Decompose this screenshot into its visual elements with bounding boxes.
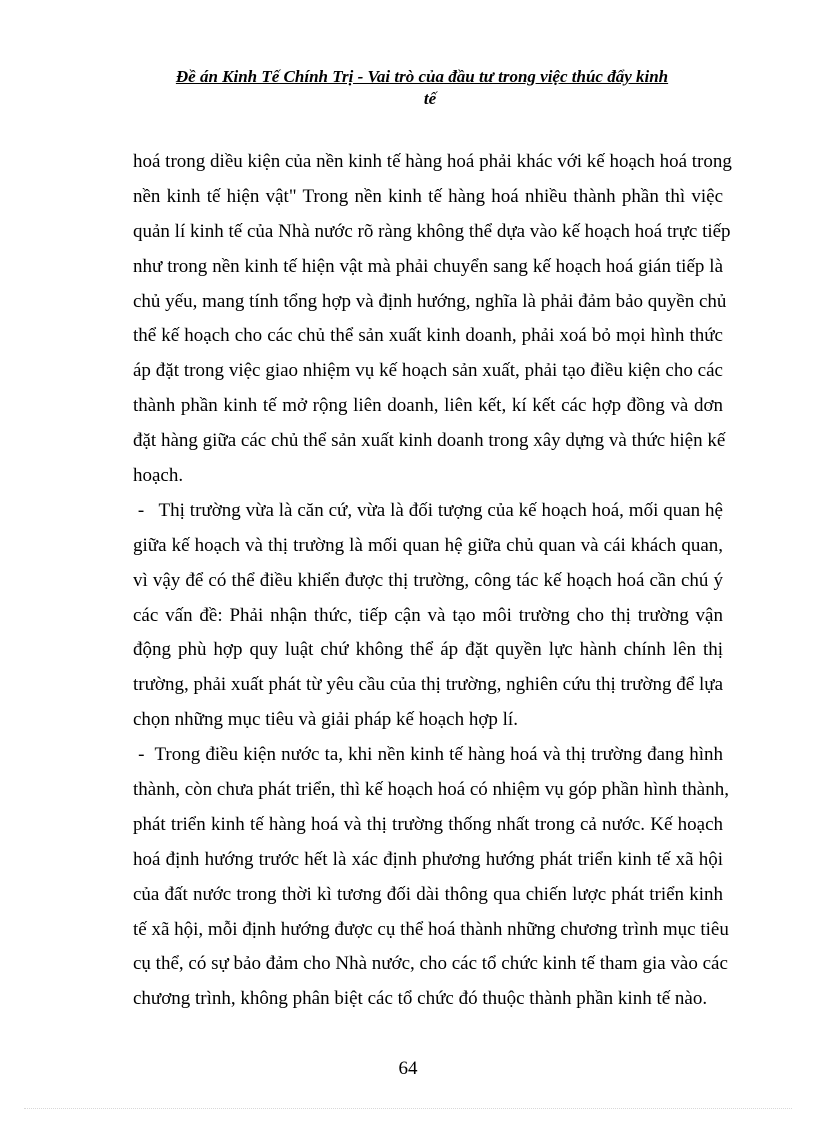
body-line: thành, còn chưa phát triển, thì kế hoạch hoá có nhiệm vụ góp phần hình thành, [133, 779, 729, 801]
header-title-line-1: Đề án Kinh Tế Chính Trị - Vai trò của đầu tư trong việc thúc đẩy kinh [175, 67, 669, 86]
body-line: hoá định hướng trước hết là xác định phương hướng phát triển kinh tế xã hội [133, 848, 723, 870]
body-line: của đất nước trong thời kì tương đối dài thông qua chiến lược phát triển kinh [133, 883, 723, 905]
body-line: chương trình, không phân biệt các tổ chức đó thuộc thành phần kinh tế nào. [133, 988, 708, 1010]
footer-divider [24, 1108, 792, 1109]
body-line: chủ yếu, mang tính tổng hợp và định hướng, nghĩa là phải đảm bảo quyền chủ [133, 290, 727, 312]
body-line: vì vậy để có thể điều khiển được thị trường, công tác kế hoạch hoá cần chú ý [133, 569, 723, 591]
header-title-line-2: tế [423, 89, 437, 108]
page-header [118, 66, 726, 110]
body-line: hoạch. [133, 465, 184, 487]
body-line: quản lí kinh tế của Nhà nước rõ ràng không thể dựa vào kế hoạch hoá trực tiếp [133, 220, 731, 242]
body-line: hoá trong diều kiện của nền kinh tế hàng hoá phải khác với kế hoạch hoá trong [133, 151, 732, 172]
body-line: nền kinh tế hiện vật" Trong nền kinh tế hàng hoá nhiều thành phần thì việc [133, 185, 723, 207]
body-line: trường, phải xuất phát từ yêu cầu của thị trường, nghiên cứu thị trường để lựa [133, 674, 723, 696]
body-line: các vấn đề: Phải nhận thức, tiếp cận và tạo môi trường cho thị trường vận [133, 604, 723, 626]
body-line: giữa kế hoạch và thị trường là mối quan hệ giữa chủ quan và cái khách quan, [133, 534, 723, 556]
body-line: đặt hàng giữa các chủ thể sản xuất kinh doanh trong xây dựng và thức hiện kế [133, 430, 726, 452]
body-line: như trong nền kinh tế hiện vật mà phải chuyển sang kế hoạch hoá gián tiếp là [133, 255, 723, 277]
body-line: thể kế hoạch cho các chủ thể sản xuất kinh doanh, phải xoá bỏ mọi hình thức [133, 325, 723, 347]
body-line: - Trong điều kiện nước ta, khi nền kinh tế hàng hoá và thị trường đang hình [133, 744, 723, 766]
body-line: động phù hợp quy luật chứ không thể áp đặt quyền lực hành chính lên thị [133, 639, 723, 661]
body-line: chọn những mục tiêu và giải pháp kế hoạch hợp lí. [133, 709, 518, 731]
body-line: - Thị trường vừa là căn cứ, vừa là đối tượng của kế hoạch hoá, mối quan hệ [133, 499, 723, 521]
body-line: cụ thể, có sự bảo đảm cho Nhà nước, cho các tổ chức kinh tế tham gia vào các [133, 953, 728, 975]
body-line: áp đặt trong việc giao nhiệm vụ kế hoạch sản xuất, phải tạo điều kiện cho các [133, 360, 723, 382]
body-line: thành phần kinh tế mở rộng liên doanh, liên kết, kí kết các hợp đồng và dơn [133, 395, 723, 417]
body-line: phát triển kinh tế hàng hoá và thị trường thống nhất trong cả nước. Kế hoạch [133, 813, 723, 835]
page-number: 64 [398, 1058, 418, 1079]
body-text [133, 145, 732, 1017]
body-line: tế xã hội, mỗi định hướng được cụ thể hoá thành những chương trình mục tiêu [133, 918, 729, 940]
